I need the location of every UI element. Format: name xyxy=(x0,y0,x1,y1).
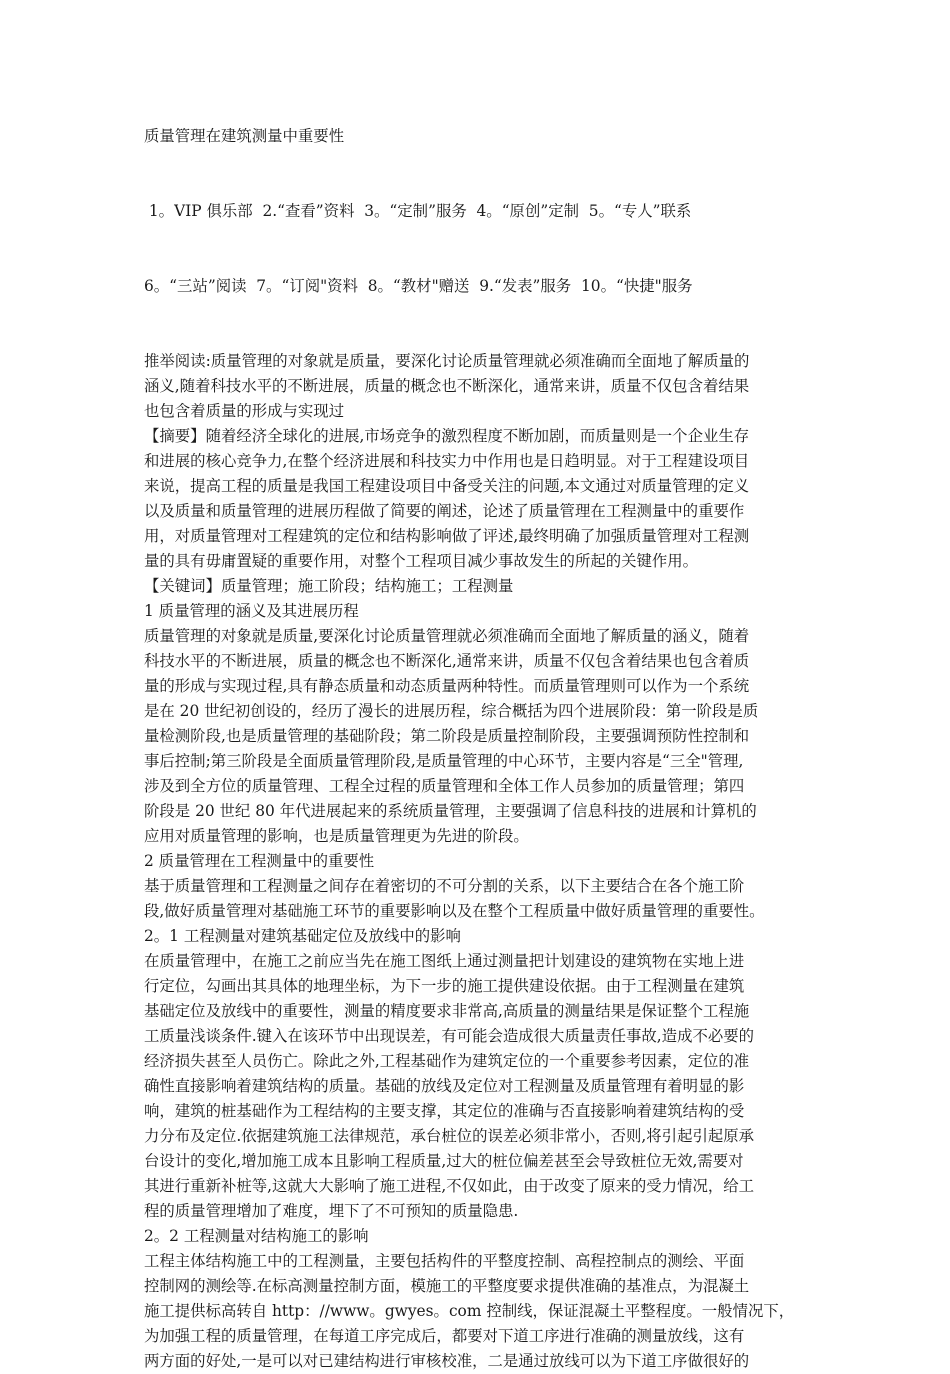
service-list-row-1: 1。VIP 俱乐部 2.“查看”资料 3。“定制”服务 4。“原创”定制 5。“专人”联系 xyxy=(144,202,692,220)
keywords-line: 【关键词】质量管理；施工阶段；结构施工；工程测量 xyxy=(144,577,514,595)
section-1-body: 质量管理的对象就是质量,要深化讨论质量管理就必须准确而全面地了解质量的涵义，随着 科技水平的不断进展，质量的概念也不断深化,通常来讲，质量不仅包含着结果也包含着质 量的形成与实现过程,具有静态质量和动态质量两种特性。而质量管理则可以作为一个系统 是在 20 世纪初创设的，经历了漫长的进展历程，综合概括为四个进展阶段：第一阶段是质 量检测阶段,也是质量管理的基础阶段；第二阶段是质量控制阶段，主要强调预防性控制和 事后控制;第三阶段是全面质量管理阶段,是质量管理的中心环节，主要内容是“三全"管理, 涉及到全方位的质量管理、工程全过程的质量管理和全体工作人员参加的质量管理；第四 阶段是 20 世纪 80 年代进展起来的系统质量管理，主要强调了信息科技的进展和计算机的 应用对质量管理的影响，也是质量管理更为先进的阶段。 xyxy=(144,627,759,845)
service-list-row-2: 6。“三站”阅读 7。“订阅"资料 8。“教材"赠送 9.“发表”服务 10。“快捷"服务 xyxy=(144,277,693,295)
section-2-1-body: 在质量管理中，在施工之前应当先在施工图纸上通过测量把计划建设的建筑物在实地上进 行定位，勾画出其具体的地理坐标，为下一步的施工提供建设依据。由于工程测量在建筑 基础定位及放线中的重要性，测量的精度要求非常高,高质量的测量结果是保证整个工程施 工质量浅谈条件.键入在该环节中出现误差，有可能会造成很大质量责任事故,造成不必要的 经济损失甚至人员伤亡。除此之外,工程基础作为建筑定位的一个重要参考因素，定位的准 确性直接影响着建筑结构的质量。基础的放线及定位对工程测量及质量管理有着明显的影 响，建筑的桩基础作为工程结构的主要支撑，其定位的准确与否直接影响着建筑结构的受 力分布及定位.依据建筑施工法律规范，承台桩位的误差必须非常小，否则,将引起引起原承 台设计的变化,增加施工成本且影响工程质量,过大的桩位偏差甚至会导致桩位无效,需要对 其进行重新补桩等,这就大大影响了施工进程,不仅如此，由于改变了原来的受力情况，给工 程的质量管理增加了难度，埋下了不可预知的质量隐患. xyxy=(144,952,755,1220)
document-title: 质量管理在建筑测量中重要性 xyxy=(144,127,345,145)
service-list xyxy=(144,149,816,349)
abstract-paragraph: 【摘要】随着经济全球化的进展,市场竞争的激烈程度不断加剧，而质量则是一个企业生存 和进展的核心竞争力,在整个经济进展和科技实力中作用也是日趋明显。对于工程建设项目 来说，提高工程的质量是我国工程建设项目中备受关注的问题,本文通过对质量管理的定义 以及质量和质量管理的进展历程做了简要的阐述，论述了质量管理在工程测量中的重要作 用，对质量管理对工程建筑的定位和结构影响做了评述,最终明确了加强质量管理对工程测 量的具有毋庸置疑的重要作用，对整个工程项目减少事故发生的所起的关键作用。 xyxy=(144,427,750,570)
section-2-heading: 2 质量管理在工程测量中的重要性 xyxy=(144,852,375,870)
section-2-2-heading: 2。2 工程测量对结构施工的影响 xyxy=(144,1227,369,1245)
section-2-body: 基于质量管理和工程测量之间存在着密切的不可分割的关系，以下主要结合在各个施工阶 段,做好质量管理对基础施工环节的重要影响以及在整个工程质量中做好质量管理的重要性。 xyxy=(144,877,765,920)
recommended-reading: 推举阅读:质量管理的对象就是质量，要深化讨论质量管理就必须准确而全面地了解质量的 涵义,随着科技水平的不断进展，质量的概念也不断深化，通常来讲，质量不仅包含着结果 也包含着质量的形成与实现过 xyxy=(144,352,750,420)
section-2-2-body: 工程主体结构施工中的工程测量，主要包括构件的平整度控制、高程控制点的测绘、平面 控制网的测绘等.在标高测量控制方面，模施工的平整度要求提供准确的基准点，为混凝土 施工提供标高转自 http：//www。gwyes。com 控制线，保证混凝土平整程度。一般情况下， 为加强工程的质量管理，在每道工序完成后，都要对下道工序进行准确的测量放线，这有 两方面的好处,一是可以对已建结构进行审核校准，二是通过放线可以为下道工序做很好的 xyxy=(144,1252,795,1370)
document-page xyxy=(144,124,816,1374)
section-1-heading: 1 质量管理的涵义及其进展历程 xyxy=(144,602,359,620)
section-2-1-heading: 2。1 工程测量对建筑基础定位及放线中的影响 xyxy=(144,927,461,945)
